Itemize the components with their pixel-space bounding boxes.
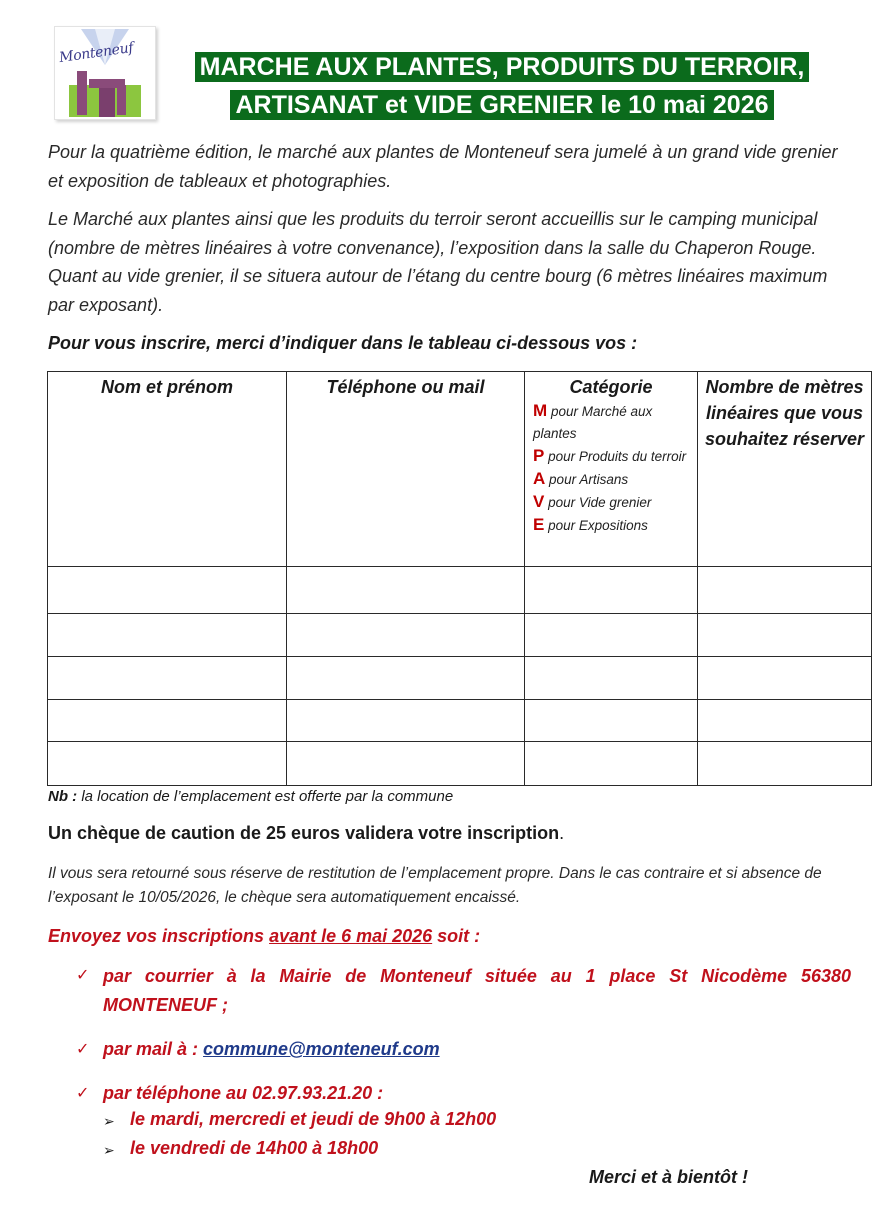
- table-cell[interactable]: [48, 657, 287, 700]
- table-row: [48, 700, 872, 742]
- table-cell[interactable]: [698, 700, 872, 742]
- category-item: [533, 445, 693, 468]
- table-cell[interactable]: [698, 567, 872, 614]
- bullet-courrier: par courrier à la Mairie de Monteneuf située au 1 place St Nicodème 56380 MONTENEUF ;: [103, 966, 851, 1015]
- table-cell[interactable]: [48, 614, 287, 657]
- category-text: pour Produits du terroir: [548, 449, 687, 464]
- category-text: pour Artisans: [549, 472, 629, 487]
- nb-text: la location de l’emplacement est offerte par la commune: [81, 788, 454, 805]
- arrow-icon: ➢: [103, 1113, 115, 1129]
- category-letter: A: [533, 469, 546, 488]
- title-line-2: ARTISANAT et VIDE GRENIER le 10 mai 2026: [230, 90, 773, 120]
- category-letter: V: [533, 492, 545, 511]
- cheque-end: .: [559, 823, 565, 843]
- envoyez-heading: [48, 926, 480, 947]
- category-item: [533, 400, 693, 445]
- category-text: pour Expositions: [548, 518, 648, 533]
- table-cell[interactable]: [287, 700, 525, 742]
- category-letter: E: [533, 515, 545, 534]
- table-cell[interactable]: [698, 657, 872, 700]
- email-link[interactable]: commune@monteneuf.com: [203, 1039, 440, 1059]
- logo-graphic: [55, 27, 155, 119]
- closing-text: Merci et à bientôt !: [589, 1167, 749, 1187]
- category-letter: P: [533, 446, 545, 465]
- header-categorie-label: Catégorie: [569, 377, 653, 397]
- category-letter: M: [533, 401, 548, 420]
- table-cell[interactable]: [48, 742, 287, 786]
- header-nom: Nom et prénom: [48, 372, 287, 567]
- intro-paragraph-2: Le Marché aux plantes ainsi que les produits du terroir seront accueillis sur le camping municipal (nombre de mètres linéaires à votre convenance), l’exposition dans la salle du Chaperon Rouge. Quant au vide grenier, il se situera autour de l’étang du centre bourg (6 mètres linéaires maximum par exposant).: [48, 209, 828, 315]
- table-cell[interactable]: [48, 700, 287, 742]
- table-cell[interactable]: [525, 742, 698, 786]
- cheque-notice: [48, 823, 564, 844]
- title-line-1: MARCHE AUX PLANTES, PRODUITS DU TERROIR,: [195, 52, 810, 82]
- restitution-notice: Il vous sera retourné sous réserve de restitution de l’emplacement propre. Dans le cas contraire et si absence de l’exposant le 10/05/2026, le chèque sera automatiquement encaissé.: [48, 865, 822, 906]
- table-header-row: [48, 372, 872, 567]
- table-cell[interactable]: [287, 567, 525, 614]
- bullet-mail: [103, 1035, 851, 1064]
- category-legend: [525, 398, 697, 537]
- logo-text: Monteneuf: [58, 39, 135, 67]
- table-cell[interactable]: [525, 614, 698, 657]
- table-row: [48, 742, 872, 786]
- table-cell[interactable]: [698, 742, 872, 786]
- category-item: [533, 491, 693, 514]
- nb-label: Nb :: [48, 788, 78, 805]
- page-title: [160, 48, 844, 124]
- category-text: pour Marché aux plantes: [533, 404, 653, 441]
- cheque-text: Un chèque de caution de 25 euros validera votre inscription: [48, 823, 560, 843]
- table-cell[interactable]: [287, 742, 525, 786]
- intro-paragraph-1: Pour la quatrième édition, le marché aux plantes de Monteneuf sera jumelé à un grand vide grenier et exposition de tableaux et photographies.: [48, 142, 838, 191]
- checkmark-icon: ✓: [76, 1041, 90, 1058]
- checkmark-icon: ✓: [76, 967, 90, 984]
- header-telephone: Téléphone ou mail: [287, 372, 525, 567]
- table-cell[interactable]: [698, 614, 872, 657]
- envoyez-post: soit :: [432, 926, 481, 946]
- category-text: pour Vide grenier: [548, 495, 652, 510]
- table-cell[interactable]: [287, 614, 525, 657]
- bullet-mail-label: par mail à :: [103, 1039, 204, 1059]
- nb-note: [48, 788, 453, 805]
- arrow-icon: ➢: [103, 1142, 115, 1158]
- envoyez-pre: Envoyez vos inscriptions: [48, 926, 270, 946]
- monteneuf-logo: [54, 26, 156, 120]
- register-heading: Pour vous inscrire, merci d’indiquer dans le tableau ci-dessous vos :: [48, 333, 638, 353]
- header-metres: Nombre de mètres linéaires que vous souhaitez réserver: [698, 372, 872, 567]
- table-cell[interactable]: [525, 657, 698, 700]
- table-row: [48, 657, 872, 700]
- table-cell[interactable]: [48, 567, 287, 614]
- bullet-telephone: par téléphone au 02.97.93.21.20 :: [103, 1083, 384, 1103]
- table-cell[interactable]: [287, 657, 525, 700]
- table-row: [48, 614, 872, 657]
- hours-weekdays: le mardi, mercredi et jeudi de 9h00 à 12h00: [130, 1109, 497, 1129]
- table-row: [48, 567, 872, 614]
- header-categorie: [525, 372, 698, 567]
- envoyez-deadline: avant le 6 mai 2026: [269, 926, 433, 946]
- registration-table: [47, 371, 872, 786]
- table-cell[interactable]: [525, 700, 698, 742]
- checkmark-icon: ✓: [76, 1085, 90, 1102]
- category-item: [533, 514, 693, 537]
- hours-friday: le vendredi de 14h00 à 18h00: [130, 1138, 379, 1158]
- category-item: [533, 468, 693, 491]
- table-cell[interactable]: [525, 567, 698, 614]
